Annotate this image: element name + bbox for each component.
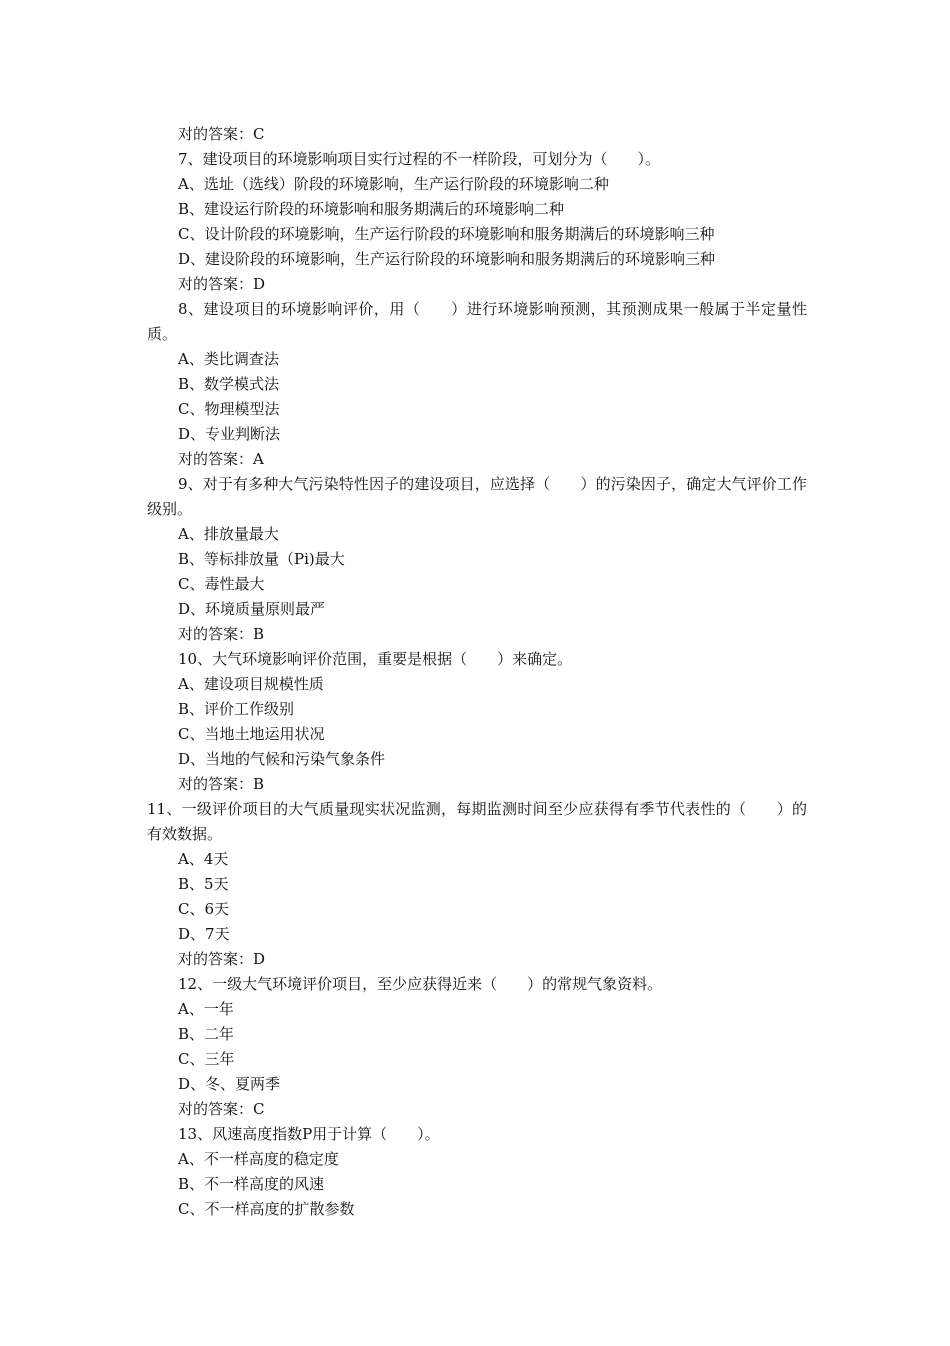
question-8-option-b: B、数学模式法 <box>178 375 280 393</box>
question-12-option-b: B、二年 <box>178 1025 235 1043</box>
question-7-option-d: D、建设阶段的环境影响，生产运行阶段的环境影响和服务期满后的环境影响三种 <box>178 250 716 268</box>
answer-q11: 对的答案：D <box>178 950 266 968</box>
question-9-option-a: A、排放量最大 <box>178 525 279 543</box>
question-11-option-b: B、5天 <box>178 875 229 893</box>
document-body <box>147 122 807 1222</box>
answer-q9: 对的答案：B <box>178 625 265 643</box>
question-10-option-a: A、建设项目规模性质 <box>178 675 324 693</box>
question-7-option-b: B、建设运行阶段的环境影响和服务期满后的环境影响二种 <box>178 200 565 218</box>
question-8-stem: 8、建设项目的环境影响评价，用（ ）进行环境影响预测，其预测成果一般属于半定量性质。 <box>147 300 807 343</box>
question-7-option-a: A、选址（选线）阶段的环境影响，生产运行阶段的环境影响二种 <box>178 175 609 193</box>
question-13-stem: 13、风速高度指数P用于计算（ ）。 <box>178 1125 440 1143</box>
question-10-option-d: D、当地的气候和污染气象条件 <box>178 750 386 768</box>
question-8-option-a: A、类比调查法 <box>178 350 279 368</box>
answer-q10: 对的答案：B <box>178 775 265 793</box>
question-10-option-c: C、当地土地运用状况 <box>178 725 325 743</box>
question-13-option-b: B、不一样高度的风速 <box>178 1175 325 1193</box>
question-10-option-b: B、评价工作级别 <box>178 700 295 718</box>
question-9-option-d: D、环境质量原则最严 <box>178 600 326 618</box>
question-11-option-a: A、4天 <box>178 850 229 868</box>
answer-q12: 对的答案：C <box>178 1100 265 1118</box>
question-12-option-d: D、冬、夏两季 <box>178 1075 281 1093</box>
question-12-option-a: A、一年 <box>178 1000 234 1018</box>
question-7-option-c: C、设计阶段的环境影响，生产运行阶段的环境影响和服务期满后的环境影响三种 <box>178 225 715 243</box>
question-12-option-c: C、三年 <box>178 1050 235 1068</box>
answer-q8: 对的答案：A <box>178 450 264 468</box>
question-10-stem: 10、大气环境影响评价范围，重要是根据（ ）来确定。 <box>178 650 573 668</box>
question-9-option-b: B、等标排放量（Pi)最大 <box>178 550 345 568</box>
question-11-option-d: D、7天 <box>178 925 230 943</box>
question-11-option-c: C、6天 <box>178 900 230 918</box>
question-13-option-a: A、不一样高度的稳定度 <box>178 1150 339 1168</box>
question-9-stem: 9、对于有多种大气污染特性因子的建设项目，应选择（ ）的污染因子，确定大气评价工作级别。 <box>147 475 807 518</box>
question-9-option-c: C、毒性最大 <box>178 575 265 593</box>
question-7-stem: 7、建设项目的环境影响项目实行过程的不一样阶段，可划分为（ ）。 <box>178 150 661 168</box>
answer-q6: 对的答案：C <box>178 125 265 143</box>
question-11-stem: 11、一级评价项目的大气质量现实状况监测，每期监测时间至少应获得有季节代表性的（ ）的有效数据。 <box>147 800 807 843</box>
question-8-option-d: D、专业判断法 <box>178 425 281 443</box>
answer-q7: 对的答案：D <box>178 275 266 293</box>
question-12-stem: 12、一级大气环境评价项目，至少应获得近来（ ）的常规气象资料。 <box>178 975 663 993</box>
question-8-option-c: C、物理模型法 <box>178 400 280 418</box>
question-13-option-c: C、不一样高度的扩散参数 <box>178 1200 355 1218</box>
